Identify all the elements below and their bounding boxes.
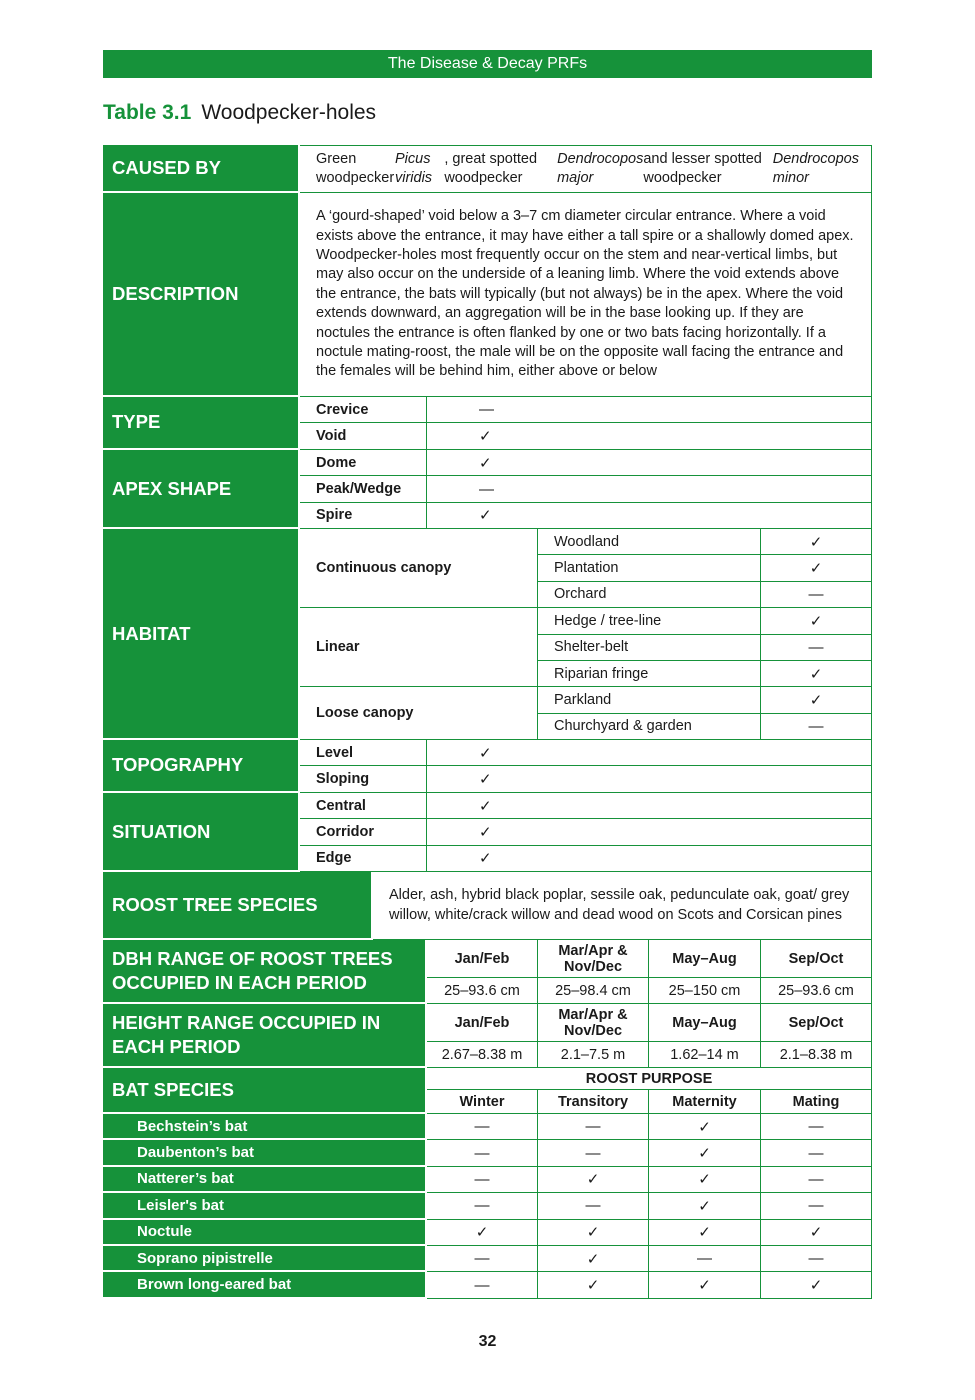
topography-mark: ✓ xyxy=(427,766,872,792)
roost-tree-species-label: ROOST TREE SPECIES xyxy=(103,872,373,940)
type-option: Crevice xyxy=(300,397,427,423)
dbh-range-value: 25–98.4 cm xyxy=(538,978,649,1004)
description-text: A ‘gourd-shaped’ void below a 3–7 cm diameter circular entrance. Where a void exists above the entrance, it may have either a tall spire or a shallowly domed apex. Woodpecker-holes most frequently occur on the stem and near-vertical limbs, but may also occur on the underside of a leaning limb. Where the void extends above the entrance, the bats will typically (but not always) be in the apex. Where the void extends downward, an aggregation will be in the base looking up. If they are noctules the entrance is often flanked by one or two bats facing horizontally. If a noctule mating-roost, the male will be on the opposite wall facing the entrance and the females will be behind him, either above or below xyxy=(300,193,872,397)
bat-purpose-mark: — xyxy=(649,1246,761,1272)
dbh-range-value: 25–93.6 cm xyxy=(761,978,872,1004)
bat-species-name: Daubenton’s bat xyxy=(103,1140,427,1166)
bat-purpose-mark: — xyxy=(427,1167,538,1193)
bat-purpose-mark: — xyxy=(761,1140,872,1166)
apex-shape-mark: ✓ xyxy=(427,450,872,476)
period-header: May–Aug xyxy=(649,940,761,978)
situation-option: Corridor xyxy=(300,819,427,845)
situation-mark: ✓ xyxy=(427,846,872,872)
bat-species-name: Brown long-eared bat xyxy=(103,1272,427,1298)
apex-shape-mark: ✓ xyxy=(427,503,872,529)
bat-purpose-mark: — xyxy=(427,1193,538,1219)
habitat-mark: — xyxy=(761,714,872,740)
period-header: May–Aug xyxy=(649,1004,761,1042)
bat-species-name: Noctule xyxy=(103,1220,427,1246)
bat-purpose-mark: — xyxy=(761,1246,872,1272)
bat-purpose-mark: ✓ xyxy=(538,1246,649,1272)
period-header: Sep/Oct xyxy=(761,940,872,978)
dbh-range-value: 25–93.6 cm xyxy=(427,978,538,1004)
bat-purpose-mark: — xyxy=(538,1114,649,1140)
caused-by-label: CAUSED BY xyxy=(103,145,300,193)
period-header: Mar/Apr & Nov/Dec xyxy=(538,940,649,978)
bat-purpose-mark: ✓ xyxy=(649,1193,761,1219)
habitat-item: Riparian fringe xyxy=(538,661,761,687)
description-label: DESCRIPTION xyxy=(103,193,300,397)
bat-species-name: Bechstein’s bat xyxy=(103,1114,427,1140)
apex-shape-option: Peak/Wedge xyxy=(300,476,427,502)
bat-purpose-mark: ✓ xyxy=(649,1220,761,1246)
habitat-mark: ✓ xyxy=(761,661,872,687)
bat-purpose-mark: — xyxy=(427,1246,538,1272)
bat-purpose-mark: ✓ xyxy=(761,1272,872,1298)
bat-purpose-mark: — xyxy=(538,1140,649,1166)
bat-purpose-mark: — xyxy=(761,1167,872,1193)
height-range-label: HEIGHT RANGE OCCUPIED IN EACH PERIOD xyxy=(103,1004,427,1068)
period-header: Sep/Oct xyxy=(761,1004,872,1042)
type-mark: — xyxy=(427,397,872,423)
habitat-mark: ✓ xyxy=(761,608,872,634)
situation-option: Central xyxy=(300,793,427,819)
apex-shape-option: Dome xyxy=(300,450,427,476)
habitat-item: Plantation xyxy=(538,555,761,581)
height-range-value: 2.1–7.5 m xyxy=(538,1042,649,1068)
bat-purpose-mark: ✓ xyxy=(649,1114,761,1140)
roost-purpose-column: Transitory xyxy=(538,1090,649,1114)
topography-option: Level xyxy=(300,740,427,766)
roost-purpose-header: ROOST PURPOSE xyxy=(427,1068,872,1090)
caused-by-text: Green woodpecker Picus viridis , great spotted woodpecker Dendrocopos major and lesser spotted woodpecker Dendrocopos minor xyxy=(300,145,872,193)
bat-purpose-mark: ✓ xyxy=(538,1220,649,1246)
bat-species-name: Soprano pipistrelle xyxy=(103,1246,427,1272)
habitat-item: Parkland xyxy=(538,687,761,713)
topography-option: Sloping xyxy=(300,766,427,792)
table-number: Table 3.1 xyxy=(103,101,192,124)
habitat-item: Churchyard & garden xyxy=(538,714,761,740)
bat-purpose-mark: — xyxy=(427,1114,538,1140)
bat-purpose-mark: — xyxy=(761,1193,872,1219)
habitat-label: HABITAT xyxy=(103,529,300,740)
roost-purpose-column: Winter xyxy=(427,1090,538,1114)
bat-species-name: Leisler's bat xyxy=(103,1193,427,1219)
table-title-text: Woodpecker-holes xyxy=(201,101,377,124)
height-range-value: 2.67–8.38 m xyxy=(427,1042,538,1068)
situation-mark: ✓ xyxy=(427,819,872,845)
situation-label: SITUATION xyxy=(103,793,300,872)
apex-shape-label: APEX SHAPE xyxy=(103,450,300,529)
habitat-mark: ✓ xyxy=(761,687,872,713)
habitat-group: Continuous canopy xyxy=(300,529,538,608)
bat-purpose-mark: — xyxy=(427,1272,538,1298)
dbh-range-value: 25–150 cm xyxy=(649,978,761,1004)
period-header: Jan/Feb xyxy=(427,940,538,978)
bat-purpose-mark: ✓ xyxy=(649,1140,761,1166)
page-number: 32 xyxy=(478,1333,497,1350)
habitat-item: Hedge / tree-line xyxy=(538,608,761,634)
situation-mark: ✓ xyxy=(427,793,872,819)
type-mark: ✓ xyxy=(427,423,872,449)
bat-purpose-mark: — xyxy=(427,1140,538,1166)
habitat-item: Orchard xyxy=(538,582,761,608)
habitat-mark: — xyxy=(761,635,872,661)
habitat-mark: ✓ xyxy=(761,529,872,555)
habitat-group: Loose canopy xyxy=(300,687,538,740)
roost-tree-species-text: Alder, ash, hybrid black poplar, sessile oak, pedunculate oak, goat/ grey willow, white/crack willow and dead wood on Scots and Corsican pines xyxy=(373,872,872,940)
section-banner: The Disease & Decay PRFs xyxy=(103,50,872,78)
bat-purpose-mark: ✓ xyxy=(761,1220,872,1246)
dbh-range-label: DBH RANGE OF ROOST TREES OCCUPIED IN EACH PERIOD xyxy=(103,940,427,1004)
apex-shape-option: Spire xyxy=(300,503,427,529)
bat-purpose-mark: ✓ xyxy=(538,1167,649,1193)
habitat-item: Shelter-belt xyxy=(538,635,761,661)
roost-purpose-column: Mating xyxy=(761,1090,872,1114)
apex-shape-mark: — xyxy=(427,476,872,502)
topography-mark: ✓ xyxy=(427,740,872,766)
period-header: Mar/Apr & Nov/Dec xyxy=(538,1004,649,1042)
situation-option: Edge xyxy=(300,846,427,872)
topography-label: TOPOGRAPHY xyxy=(103,740,300,793)
bat-purpose-mark: — xyxy=(761,1114,872,1140)
bat-species-name: Natterer’s bat xyxy=(103,1167,427,1193)
height-range-value: 2.1–8.38 m xyxy=(761,1042,872,1068)
roost-purpose-column: Maternity xyxy=(649,1090,761,1114)
type-option: Void xyxy=(300,423,427,449)
bat-purpose-mark: — xyxy=(538,1193,649,1219)
type-label: TYPE xyxy=(103,397,300,450)
bat-purpose-mark: ✓ xyxy=(649,1272,761,1298)
bat-purpose-mark: ✓ xyxy=(427,1220,538,1246)
habitat-mark: ✓ xyxy=(761,555,872,581)
bat-species-label: BAT SPECIES xyxy=(103,1068,427,1114)
bat-purpose-mark: ✓ xyxy=(649,1167,761,1193)
table-title xyxy=(103,101,376,125)
period-header: Jan/Feb xyxy=(427,1004,538,1042)
habitat-group: Linear xyxy=(300,608,538,687)
height-range-value: 1.62–14 m xyxy=(649,1042,761,1068)
habitat-item: Woodland xyxy=(538,529,761,555)
habitat-mark: — xyxy=(761,582,872,608)
bat-purpose-mark: ✓ xyxy=(538,1272,649,1298)
